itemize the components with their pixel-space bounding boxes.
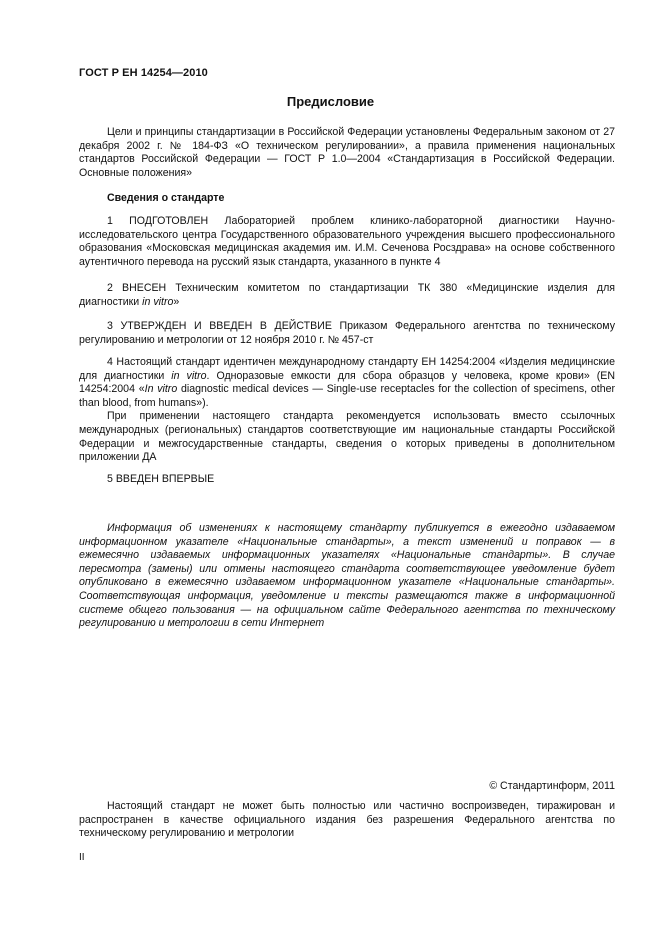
item-4-note: При применении настоящего стандарта рекомендуется использовать вместо ссылочных международных (региональных) стандартов соответствующие им национальные стандарты Российской Федерации и межгосударственные стандарты, сведения о которых приведены в дополнительном приложении ДА: [79, 410, 615, 464]
item-2-text-a: 2 ВНЕСЕН Техническим комитетом по стандартизации ТК 380 «Медицинские изделия для диагностики: [79, 282, 615, 308]
item-2-text: [79, 282, 615, 309]
intro-text: Цели и принципы стандартизации в Российской Федерации установлены Федеральным законом от 27 декабря 2002 г. № 184-ФЗ «О техническом регулировании», а правила применения национальных стандартов Российской Федерации — ГОСТ Р 1.0—2004 «Стандартизация в Российской Федерации. Основные положения»: [79, 126, 615, 179]
legal-notice: [79, 800, 615, 841]
item-5: [79, 473, 615, 487]
item-4-text-a: 4 Настоящий стандарт идентичен международному стандарту ЕН 14254:2004 «Изделия медицинские для диагностики: [79, 356, 615, 382]
item-1: [79, 215, 615, 269]
copyright-line: © Стандартинформ, 2011: [489, 780, 615, 792]
section-subheading: Сведения о стандарте: [107, 192, 225, 204]
item-4-italic-1: in vitro: [171, 369, 207, 382]
item-5-text: 5 ВВЕДЕН ВПЕРВЫЕ: [107, 473, 215, 485]
item-2-italic: in vitro: [142, 295, 174, 308]
item-4-text-c: diagnostic medical devices — Single-use receptacles for the collection of specimens, other than blood, from humans»).: [79, 383, 616, 409]
page-number: II: [79, 852, 85, 863]
item-1-text: 1 ПОДГОТОВЛЕН Лабораторией проблем клинико-лабораторной диагностики Научно-исследовательского центра Государственного образовательного учреждения высшего профессионального образования «Московская медицинская академия им. И.М. Сеченова Росздрава» на основе собственного аутентичного перевода на русский язык стандарта, указанного в пункте 4: [79, 215, 615, 268]
change-info-text: Информация об изменениях к настоящему стандарту публикуется в ежегодно издаваемом информационном указателе «Национальные стандарты», а текст изменений и поправок — в ежемесячно издаваемых информационных указателях «Национальные стандарты». В случае пересмотра (замены) или отмены настоящего стандарта соответствующее уведомление будет опубликовано в ежемесячно издаваемом информационном указателе «Национальные стандарты». Соответствующая информация, уведомление и тексты размещаются также в информационной системе общего пользования — на официальном сайте Федерального агентства по техническому регулированию и метрологии в сети Интернет: [79, 522, 615, 630]
item-4-italic-2: In vitro: [144, 383, 178, 396]
item-4: [79, 356, 615, 465]
item-2: [79, 282, 615, 309]
legal-notice-text: Настоящий стандарт не может быть полностью или частично воспроизведен, тиражирован и распространен в качестве официального издания без разрешения Федерального агентства по техническому регулированию и метрологии: [79, 800, 615, 840]
item-4-text-b: . Одноразовые емкости для сбора образцов у человека, кроме крови» (EN 14254:2004 «: [79, 369, 616, 396]
item-4-text: [79, 356, 615, 410]
intro-paragraph: [79, 126, 615, 180]
item-3-text: 3 УТВЕРЖДЕН И ВВЕДЕН В ДЕЙСТВИЕ Приказом Федерального агентства по техническому регулированию и метрологии от 12 ноября 2010 г. № 457-ст: [79, 320, 615, 346]
page-title: Предисловие: [286, 94, 375, 109]
item-2-text-b: »: [173, 295, 180, 308]
item-3: [79, 320, 615, 347]
document-code-header: ГОСТ Р ЕН 14254—2010: [79, 67, 208, 79]
change-info-notice: [79, 522, 615, 631]
